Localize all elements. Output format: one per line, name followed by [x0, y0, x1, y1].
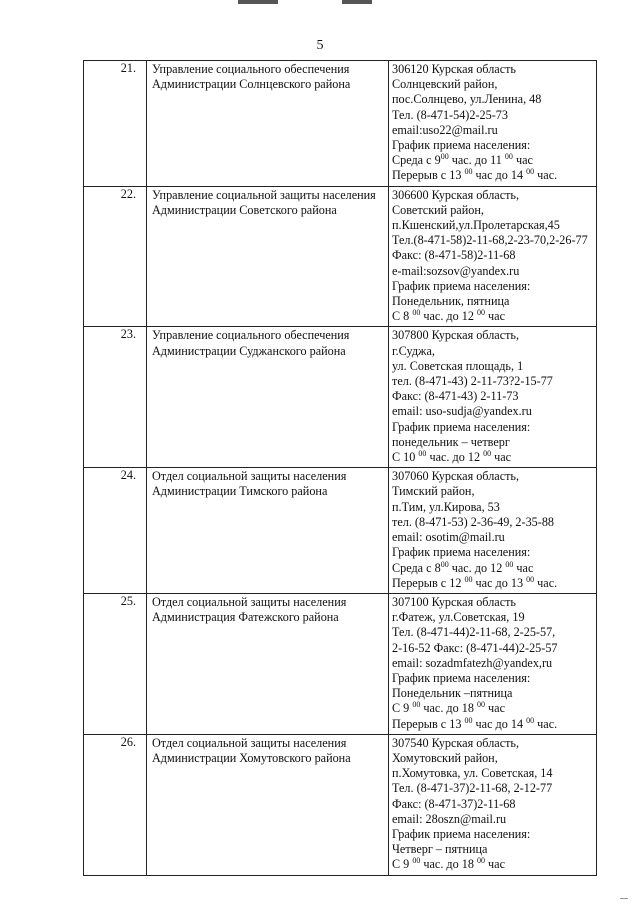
contact-text: час. — [534, 716, 558, 731]
contact-line — [392, 62, 592, 77]
contact-line — [392, 344, 592, 359]
contact-text: Тел. (8-471-54)2-25-73 — [392, 107, 508, 122]
contact-line — [392, 389, 592, 404]
contact-line — [392, 218, 592, 233]
contact-text: Перерыв с 13 — [392, 168, 465, 183]
contact-text: понедельник – четверг — [392, 434, 510, 449]
time-minutes: 00 — [440, 559, 449, 569]
contact-text: час. до 12 — [426, 450, 484, 465]
contact-text: Факс: (8-471-43) 2-11-73 — [392, 389, 519, 404]
contact-line — [392, 123, 592, 138]
contact-line — [392, 168, 592, 183]
contact-line — [392, 797, 592, 812]
contact-line — [392, 279, 592, 294]
scan-edge-mark-left — [238, 0, 278, 4]
time-minutes: 00 — [412, 700, 421, 710]
time-minutes: 00 — [477, 700, 485, 710]
contact-text: Тел. (8-471-44)2-11-68, 2-25-57, — [392, 625, 556, 640]
contact-text: email: uso-sudja@yandex.ru — [392, 404, 532, 419]
contact-text: График приема населения: — [392, 826, 531, 841]
contact-text: email:uso22@mail.ru — [392, 122, 498, 137]
time-minutes: 00 — [477, 856, 485, 866]
time-minutes: 00 — [504, 152, 513, 162]
time-minutes: 00 — [440, 152, 449, 162]
row-number: 26. — [84, 734, 147, 875]
table-row — [84, 593, 597, 734]
table-row — [84, 186, 597, 327]
contact-text: час — [485, 309, 505, 324]
contact-text: час. — [534, 575, 558, 590]
row-number: 23. — [84, 327, 147, 468]
time-minutes: 00 — [526, 167, 535, 177]
contact-text: час. до 18 — [420, 701, 477, 716]
contact-line — [392, 77, 592, 92]
contact-line — [392, 328, 592, 343]
contact-line — [392, 188, 592, 203]
contact-text: пос.Солнцево, ул.Ленина, 48 — [392, 92, 542, 107]
contact-line — [392, 610, 592, 625]
contact-text: email: 28oszn@mail.ru — [392, 811, 507, 826]
contact-text: С 9 — [392, 701, 413, 716]
contact-text: Тел.(8-471-58)2-11-68,2-23-70,2-26-77 — [392, 233, 588, 248]
contact-details — [389, 593, 597, 734]
table-row — [84, 468, 597, 594]
contact-text: час — [485, 701, 505, 716]
contact-text: 306600 Курская область, — [392, 187, 520, 202]
agency-contacts-table — [83, 60, 597, 876]
contact-text: п.Кшенский,ул.Пролетарская,45 — [392, 218, 560, 233]
scan-corner-mark — [620, 898, 628, 899]
contact-text: Факс: (8-471-37)2-11-68 — [392, 796, 516, 811]
contact-line — [392, 530, 592, 545]
contact-line — [392, 701, 592, 716]
contact-text: Перерыв с 12 — [392, 575, 465, 590]
contact-text: час до 14 — [472, 716, 527, 731]
contact-text: Хомутовский район, — [392, 750, 498, 765]
contact-text: час до 14 — [472, 168, 527, 183]
contact-line — [392, 736, 592, 751]
contact-text: час — [491, 450, 512, 465]
time-minutes: 00 — [464, 167, 473, 177]
contact-text: Солнцевский район, — [392, 77, 498, 92]
contact-line — [392, 264, 592, 279]
contact-text: час. — [534, 168, 558, 183]
contact-line — [392, 374, 592, 389]
contact-text: email: osotim@mail.ru — [392, 530, 505, 545]
contact-details — [389, 61, 597, 187]
contact-text: График приема населения: — [392, 670, 531, 685]
contact-text: 307060 Курская область, — [392, 469, 520, 484]
contact-text: п.Тим, ул.Кирова, 53 — [392, 499, 500, 514]
contact-line — [392, 248, 592, 263]
contact-line — [392, 435, 592, 450]
contact-line — [392, 484, 592, 499]
table-row — [84, 734, 597, 875]
contact-line — [392, 500, 592, 515]
contact-line — [392, 469, 592, 484]
table-row — [84, 61, 597, 187]
scan-edge-mark-right — [342, 0, 372, 4]
contact-text: час. до 11 — [448, 153, 505, 168]
contact-line — [392, 625, 592, 640]
contact-line — [392, 751, 592, 766]
contact-text: С 9 — [392, 857, 413, 872]
contact-line — [392, 827, 592, 842]
contact-text: График приема населения: — [392, 278, 531, 293]
contact-line — [392, 153, 592, 168]
organization-name: Отдел социальной защиты населения Администрации Хомутовского района — [147, 734, 389, 875]
contact-line — [392, 576, 592, 591]
contact-line — [392, 561, 592, 576]
page-number: 5 — [316, 38, 324, 53]
row-number: 22. — [84, 186, 147, 327]
contact-text: С 8 — [392, 309, 413, 324]
contact-text: ул. Советская площадь, 1 — [392, 358, 524, 373]
contact-details — [389, 327, 597, 468]
contact-line — [392, 108, 592, 123]
contact-line — [392, 233, 592, 248]
contact-line — [392, 138, 592, 153]
contact-line — [392, 686, 592, 701]
contact-line — [392, 656, 592, 671]
contact-line — [392, 812, 592, 827]
contact-text: Факс: (8-471-58)2-11-68 — [392, 248, 516, 263]
time-minutes: 00 — [483, 449, 492, 459]
contact-text: Среда с 8 — [392, 560, 441, 575]
contact-line — [392, 359, 592, 374]
time-minutes: 00 — [526, 574, 535, 584]
contact-text: Советский район, — [392, 202, 484, 217]
contact-text: Четверг – пятница — [392, 842, 488, 857]
contact-line — [392, 766, 592, 781]
contact-line — [392, 450, 592, 465]
time-minutes: 00 — [412, 308, 421, 318]
contact-line — [392, 671, 592, 686]
contact-line — [392, 92, 592, 107]
contact-line — [392, 309, 592, 324]
contact-text: С 10 — [392, 450, 419, 465]
contact-line — [392, 404, 592, 419]
time-minutes: 00 — [464, 574, 473, 584]
contact-text: п.Хомутовка, ул. Советская, 14 — [392, 766, 553, 781]
contact-text: г.Суджа, — [392, 343, 435, 358]
contact-text: Перерыв с 13 — [392, 716, 465, 731]
contact-text: час до 13 — [472, 575, 527, 590]
time-minutes: 00 — [477, 308, 485, 318]
contact-line — [392, 545, 592, 560]
contact-text: г.Фатеж, ул.Советская, 19 — [392, 610, 525, 625]
contact-text: График приема населения: — [392, 419, 531, 434]
contact-details — [389, 734, 597, 875]
row-number: 21. — [84, 61, 147, 187]
organization-name: Управление социального обеспечения Администрации Суджанского района — [147, 327, 389, 468]
contact-text: Понедельник –пятница — [392, 686, 513, 701]
contact-text: час — [485, 857, 505, 872]
contact-text: час — [512, 153, 533, 168]
contact-line — [392, 781, 592, 796]
row-number: 25. — [84, 593, 147, 734]
contact-text: График приема населения: — [392, 138, 531, 153]
time-minutes: 00 — [526, 715, 535, 725]
time-minutes: 00 — [412, 856, 421, 866]
organization-name: Отдел социальной защиты населения Администрации Тимского района — [147, 468, 389, 594]
contact-text: Тел. (8-471-37)2-11-68, 2-12-77 — [392, 781, 553, 796]
contact-text: тел. (8-471-43) 2-11-73?2-15-77 — [392, 374, 553, 389]
contact-text: 307100 Курская область — [392, 594, 516, 609]
contact-text: 306120 Курская область — [392, 62, 516, 76]
contact-details — [389, 186, 597, 327]
contact-text: час. до 12 — [420, 309, 477, 324]
contact-line — [392, 717, 592, 732]
contact-text: час. до 12 — [448, 560, 506, 575]
contact-text: График приема населения: — [392, 545, 531, 560]
contact-line — [392, 842, 592, 857]
organization-name: Управление социального обеспечения Администрации Солнцевского района — [147, 61, 389, 187]
contact-text: 307800 Курская область, — [392, 328, 520, 343]
contact-line — [392, 857, 592, 872]
contact-text: 2-16-52 Факс: (8-471-44)2-25-57 — [392, 640, 558, 655]
row-number: 24. — [84, 468, 147, 594]
contact-line — [392, 515, 592, 530]
contact-line — [392, 294, 592, 309]
contact-text: Понедельник, пятница — [392, 294, 510, 309]
contact-text: email: sozadmfatezh@yandex,ru — [392, 655, 553, 670]
contact-text: e-mail:sozsov@yandex.ru — [392, 263, 520, 278]
contact-line — [392, 203, 592, 218]
contact-details — [389, 468, 597, 594]
contact-text: 307540 Курская область, — [392, 735, 520, 750]
time-minutes: 00 — [505, 559, 514, 569]
contact-line — [392, 595, 592, 610]
table-row — [84, 327, 597, 468]
contact-text: час — [513, 560, 534, 575]
contact-text: Среда с 9 — [392, 153, 441, 168]
contact-line — [392, 420, 592, 435]
contact-text: тел. (8-471-53) 2-36-49, 2-35-88 — [392, 514, 555, 529]
contact-text: час. до 18 — [420, 857, 477, 872]
contact-line — [392, 641, 592, 656]
time-minutes: 00 — [464, 715, 473, 725]
organization-name: Управление социальной защиты населения Администрации Советского района — [147, 186, 389, 327]
time-minutes: 00 — [418, 449, 427, 459]
contact-text: Тимский район, — [392, 484, 475, 499]
organization-name: Отдел социальной защиты населения Администрация Фатежского района — [147, 593, 389, 734]
